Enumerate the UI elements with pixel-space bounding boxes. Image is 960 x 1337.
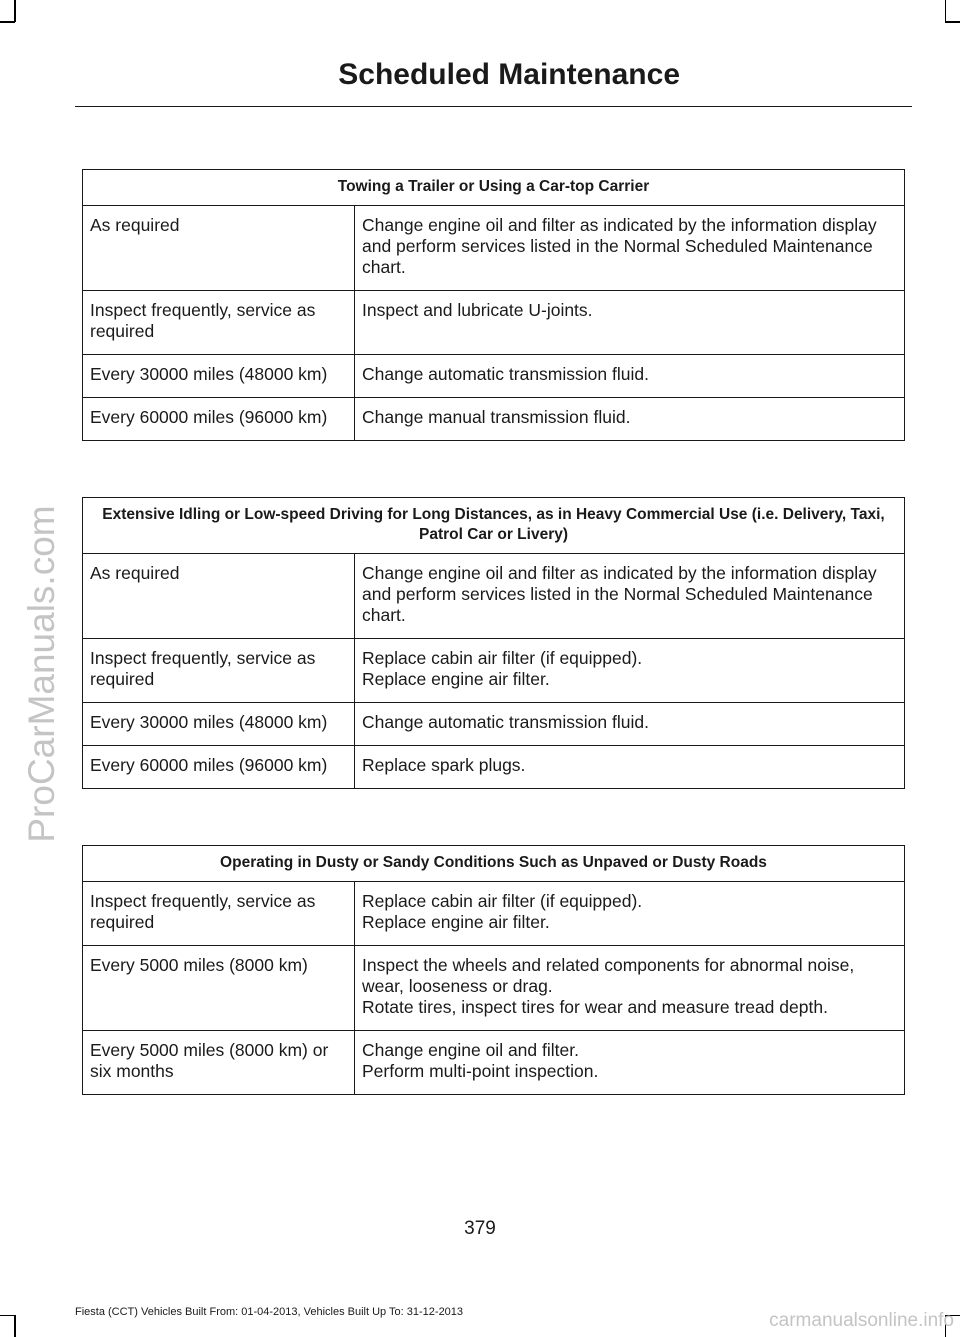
interval-cell: Every 60000 miles (96000 km): [83, 398, 355, 441]
action-text: Rotate tires, inspect tires for wear and measure tread depth.: [362, 997, 828, 1017]
action-text: Replace spark plugs.: [362, 755, 526, 775]
interval-cell: Inspect frequently, service as required: [83, 639, 355, 703]
footer-text: Fiesta (CCT) Vehicles Built From: 01-04-2013, Vehicles Built Up To: 31-12-2013: [75, 1306, 464, 1318]
action-cell: [355, 746, 905, 789]
action-text: Perform multi-point inspection.: [362, 1061, 599, 1081]
action-cell: [355, 355, 905, 398]
interval-cell: Inspect frequently, service as required: [83, 291, 355, 355]
table-row: [83, 946, 905, 1031]
action-cell: [355, 1031, 905, 1095]
action-text: Change manual transmission fluid.: [362, 407, 631, 427]
table-row: [83, 355, 905, 398]
table-row: [83, 703, 905, 746]
action-text: Replace engine air filter.: [362, 912, 550, 932]
interval-cell: Inspect frequently, service as required: [83, 882, 355, 946]
title-divider: [75, 106, 912, 107]
page-number: 379: [464, 1218, 496, 1239]
bottom-watermark: carmanualsonline.info: [769, 1310, 954, 1331]
table-row: [83, 291, 905, 355]
table-title: Operating in Dusty or Sandy Conditions Such as Unpaved or Dusty Roads: [83, 846, 905, 882]
action-text: Change automatic transmission fluid.: [362, 712, 649, 732]
table-row: [83, 206, 905, 291]
table-row: [83, 746, 905, 789]
action-text: Replace cabin air filter (if equipped).: [362, 891, 643, 911]
crop-mark: [14, 0, 16, 22]
interval-cell: Every 30000 miles (48000 km): [83, 355, 355, 398]
action-text: Replace engine air filter.: [362, 669, 550, 689]
action-text: Change automatic transmission fluid.: [362, 364, 649, 384]
table-title: Extensive Idling or Low-speed Driving for Long Distances, as in Heavy Commercial Use (i.e. Delivery, Taxi, Patrol Car or Livery): [83, 498, 905, 554]
interval-cell: Every 30000 miles (48000 km): [83, 703, 355, 746]
action-cell: [355, 206, 905, 291]
maintenance-table-towing: [82, 169, 905, 441]
action-text: Replace cabin air filter (if equipped).: [362, 648, 643, 668]
side-watermark: ProCarManuals.com: [21, 505, 62, 843]
action-text: Inspect and lubricate U-joints.: [362, 300, 593, 320]
action-cell: [355, 639, 905, 703]
action-cell: [355, 291, 905, 355]
interval-cell: As required: [83, 554, 355, 639]
interval-cell: Every 5000 miles (8000 km): [83, 946, 355, 1031]
action-text: Inspect the wheels and related components for abnormal noise, wear, looseness or drag.: [362, 955, 855, 996]
action-cell: [355, 554, 905, 639]
table-row: [83, 639, 905, 703]
crop-mark: [0, 1315, 15, 1317]
action-text: Change engine oil and filter.: [362, 1040, 579, 1060]
interval-cell: Every 60000 miles (96000 km): [83, 746, 355, 789]
table-row: [83, 1031, 905, 1095]
action-cell: [355, 882, 905, 946]
maintenance-table-dusty: [82, 845, 905, 1095]
maintenance-table-idling: [82, 497, 905, 789]
crop-mark: [0, 21, 15, 23]
table-row: [83, 554, 905, 639]
action-cell: [355, 703, 905, 746]
action-text: Change engine oil and filter as indicated by the information display and perform services listed in the Normal Scheduled Maintenance chart.: [362, 215, 877, 277]
interval-cell: As required: [83, 206, 355, 291]
crop-mark: [945, 0, 947, 22]
action-text: Change engine oil and filter as indicated by the information display and perform services listed in the Normal Scheduled Maintenance chart.: [362, 563, 877, 625]
table-row: [83, 398, 905, 441]
action-cell: [355, 946, 905, 1031]
crop-mark: [14, 1315, 16, 1337]
action-cell: [355, 398, 905, 441]
page-title: Scheduled Maintenance: [338, 58, 680, 91]
crop-mark: [945, 21, 960, 23]
table-title: Towing a Trailer or Using a Car-top Carrier: [83, 170, 905, 206]
interval-cell: Every 5000 miles (8000 km) or six months: [83, 1031, 355, 1095]
table-row: [83, 882, 905, 946]
